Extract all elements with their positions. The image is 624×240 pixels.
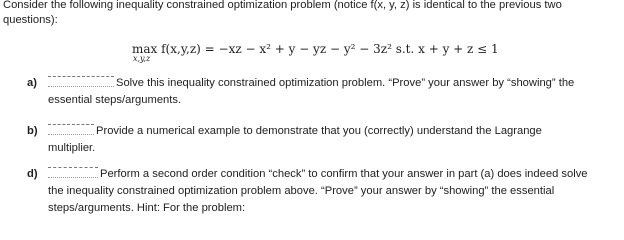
intro-line-2: questions): xyxy=(3,14,58,26)
equation-body: max f(x,y,z) = −xz − x² + y − yz − y² − 3z² s.t. x + y + z ≤ 1 xyxy=(132,42,499,56)
part-a-line-2: essential steps/arguments. xyxy=(48,94,182,106)
part-a-line-1 xyxy=(48,75,574,91)
part-a-text-1: Solve this inequality constrained optimization problem. “Prove” your answer by “showing” the xyxy=(116,77,575,89)
redacted-mark xyxy=(48,167,98,178)
part-b-line-2: multiplier. xyxy=(48,142,96,154)
part-d-line-3: steps/arguments. Hint: For the problem: xyxy=(48,202,246,214)
part-d-text-1: Perform a second order condition “check” to confirm that your answer in part (a) does indeed solve xyxy=(100,168,588,180)
part-d-label: d) xyxy=(27,168,38,180)
part-d-line-1 xyxy=(48,166,588,182)
objective-equation xyxy=(132,42,499,63)
redacted-mark xyxy=(48,124,94,135)
intro-line-1: Consider the following inequality constrained optimization problem (notice f(x, y, z) is identical to the previous two xyxy=(3,0,562,11)
part-b-text-1: Provide a numerical example to demonstrate that you (correctly) understand the Lagrange xyxy=(96,125,542,137)
equation-text xyxy=(132,42,499,63)
part-a-label: a) xyxy=(27,77,37,89)
part-d-line-2: the inequality constrained optimization problem above. “Prove” your answer by “showing” the essential xyxy=(48,185,555,197)
redacted-mark xyxy=(48,76,114,87)
part-b-label: b) xyxy=(27,125,38,137)
max-subscript: x,y,z xyxy=(133,54,151,63)
part-b-line-1 xyxy=(48,123,542,139)
